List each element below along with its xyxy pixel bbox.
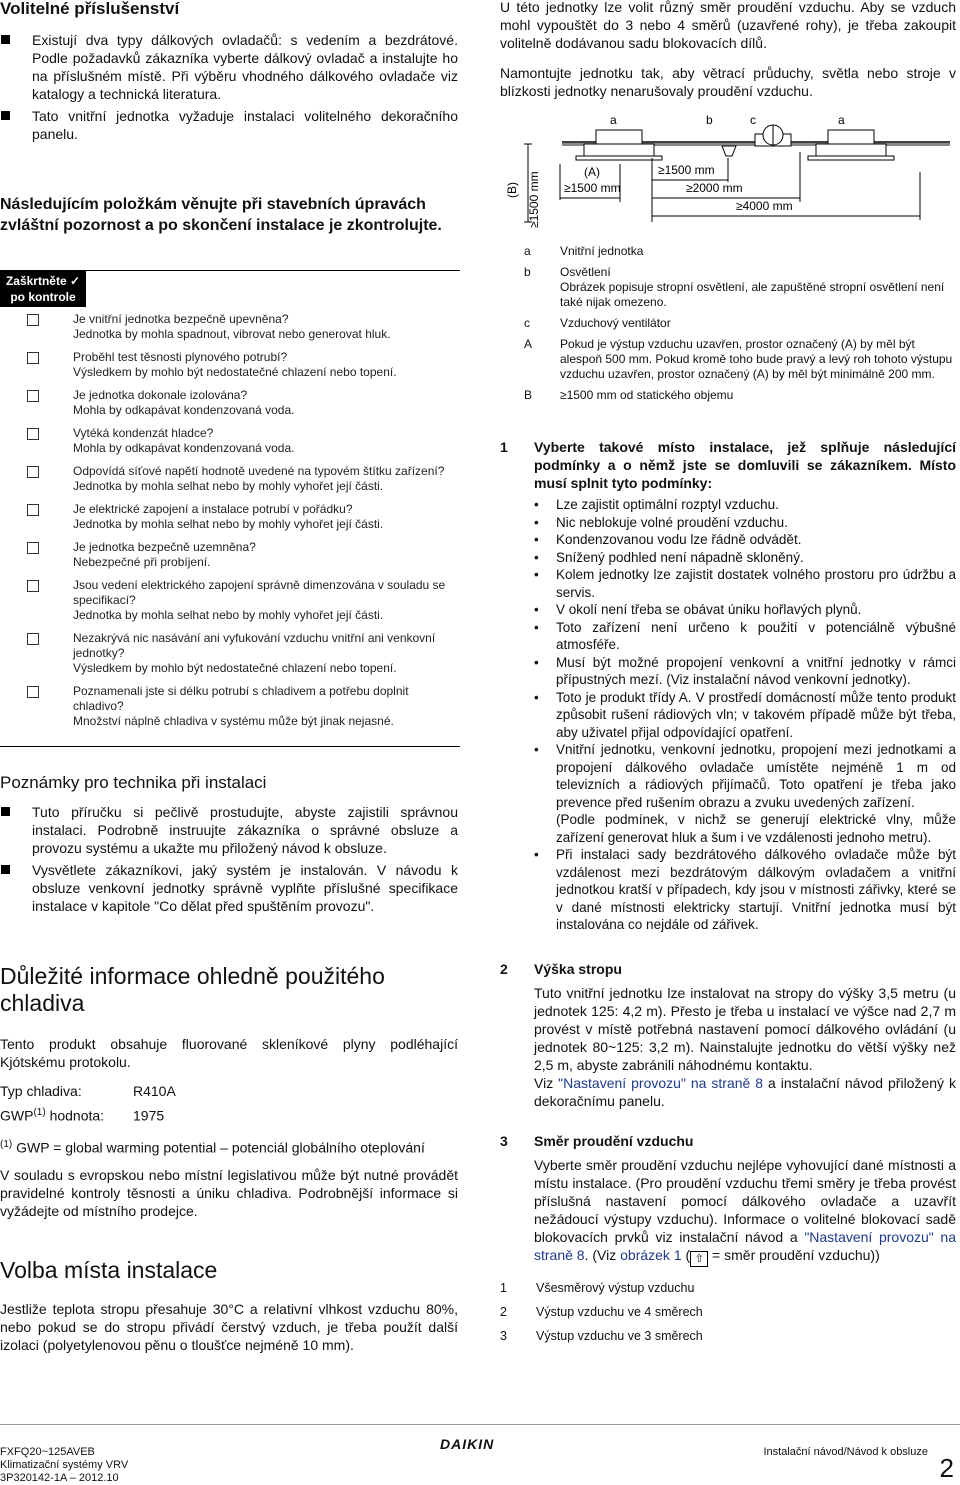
legend-item: B ≥1500 mm od statického objemu (524, 388, 734, 402)
step-2-title: Výška stropu (534, 961, 622, 977)
tech-notes-list (0, 803, 458, 919)
attention-heading: Následujícím položkám věnujte při stavebních úpravách zvláštní pozornost a po skončení instalace je zkontrolujte. (0, 196, 442, 234)
accessories-list (0, 31, 458, 147)
checklist-header: Zaškrtněte ✓ po kontrole (0, 270, 86, 306)
refrigerant-note: V souladu s evropskou nebo místní legislativou může být nutné provádět pravidelné kontroly těsnosti a úniku chladiva. Podrobnější informace si vyžádejte od místního prodejce. (0, 1167, 458, 1219)
daikin-logo: DAIKIN (440, 1436, 495, 1452)
step-1-conditions (534, 496, 956, 934)
label-a-left: a (610, 113, 617, 127)
checkbox[interactable] (27, 580, 39, 592)
indoor-unit-right (808, 130, 894, 160)
square-bullet-icon (1, 865, 10, 874)
page-number: 2 (939, 1453, 954, 1483)
label-B: (B) (505, 182, 519, 198)
checklist-row: Odpovídá síťové napětí hodnotě uvedené na typovém štítku zařízení? Jednotka by mohla selhat nebo by mohly vyhořet její části. (9, 464, 459, 494)
list-item: • Snížený podhled není nápadně skloněný. (534, 549, 804, 565)
label-a-right: a (838, 113, 845, 127)
label-c: c (750, 113, 756, 127)
checkbox[interactable] (27, 314, 39, 326)
refrigerant-title: Důležité informace ohledně použitého chladiva (0, 963, 385, 1016)
gwp-row: GWP$^{(1)}$ hodnota: 1975 (0, 1107, 165, 1124)
label-A: (A) (584, 165, 600, 179)
dim-2000: ≥2000 mm (686, 181, 743, 195)
dim-1500: ≥1500 mm (658, 163, 715, 177)
footnote: $^{(1)}$ GWP = global warming potential – potenciál globálního oteplování (0, 1139, 425, 1156)
list-item: • Kolem jednotky lze zajistit dostatek volného prostoru pro údržbu a servis. (534, 567, 956, 600)
checklist-rows (9, 312, 459, 737)
step-3: 3 Směr proudění vzduchu Vyberte směr proudění vzduchu nejlépe vyhovující dané místnosti a místu instalace. (Pro proudění vzduchu třemi směry je třeba provést příslušná nastavení pomocí dálkového ovladače a uzavřít nežádoucí výstupy vzduchu). Informace o volitelné blokovací sadě blokovacích prvků viz instalační návod a "Nastavení provozu" na straně 8. (Viz obrázek 1 ( ⇧ = směr proudění vzduchu)) 1 Všesměrový výstup vzduchu 2 Výstup vzduchu ve 4 směrech 3 Výstup vzduchu ve 3 směrech (500, 1133, 956, 1343)
airflow-list (500, 1281, 956, 1344)
intro-paragraph-1: U této jednotky lze volit různý směr proudění vzduchu. Aby se vzduch mohl vypouštět do 3 nebo 4 směrů (uzavřené rohy), je třeba zakoupit volitelně dodávanou sadu blokovacích dílů. (500, 0, 956, 51)
intro-paragraph-2: Namontujte jednotku tak, aby větrací průduchy, světla nebo stroje v blízkosti jednotky nenarušovaly proudění vzduchu. (500, 65, 956, 99)
list-item: Vysvětlete zákazníkovi, jaký systém je instalován. V návodu k obsluze venkovní jednotky správně vyplňte příslušné specifikace instalace v kapitole "Co dělat před spuštěním provozu". (0, 861, 458, 915)
step-1-title: Vyberte takové místo instalace, jež splňuje následující podmínky a o němž jste se domluvili se zákazníkem. Místo musí splnit tyto podmínky: (534, 439, 956, 491)
dim-4000: ≥4000 mm (736, 199, 793, 213)
diagram-legend (524, 244, 954, 409)
step-3-text: Vyberte směr proudění vzduchu nejlépe vyhovující dané místnosti a místu instalace. (Pro proudění vzduchu třemi směry je třeba provést příslušná nastavení pomocí dálkového ovladače a uzavřít nežádoucí výstupy vzduchu). Informace o volitelné blokovací sadě blokovacích prvků viz instalační návod a "Nastavení provozu" na straně 8. (Viz obrázek 1 ( ⇧ = směr proudění vzduchu)) (534, 1157, 956, 1265)
list-item: • Lze zajistit optimální rozptyl vzduchu. (534, 497, 779, 512)
checkbox[interactable] (27, 542, 39, 554)
checkbox[interactable] (27, 466, 39, 478)
tech-notes-title: Poznámky pro technika při instalaci (0, 773, 267, 792)
checkbox[interactable] (27, 686, 39, 698)
figure-link[interactable]: obrázek 1 (620, 1247, 682, 1263)
step-1: 1 Vyberte takové místo instalace, jež splňuje následující podmínky a o němž jste se domluvili se zákazníkem. Místo musí splnit tyto podmínky: • Lze zajistit optimální rozptyl vzduchu. • Nic neblokuje volné proudění vzduchu. • Kondenzovanou vodu lze řádně odvádět. • Snížený podhled není nápadně skloněný. • Kolem jednotky lze zajistit dostatek volného prostoru pro údržbu a servis. • V okolí není třeba se obávat úniku hořlavých plynů. • Toto zařízení není určeno k použití v potenciálně výbušné atmosféře. • Musí být možné propojení venkovní a vnitřní jednotky v rámci přípustných mezí. (Viz instalační návod venkovní jednotky). • Toto je produkt třídy A. V prostředí domácností může tento produkt způsobit rušení rádiových vln; v takovém případě může být třeba, aby uživatel přijal odpovídající opatření. • Vnitřní jednotku, venkovní jednotku, propojení mezi jednotkami a propojení dálkového ovladače umístěte nejméně 1 m od televizních a rádiových přijímačů. Toto opatření je třeba jako prevence před rušením obrazu a zvuku uvedených zařízení. (Podle podmínek, v nichž se generují elektrické vlny, může zařízení generovat hluk a šum i ve vzdálenosti jednoho metru). • Při instalaci sady bezdrátového dálkového ovladače může být vzdálenost mezi bezdrátovým dálkovým ovladačem a vnitřní jednotkou kratší v případech, kdy jsou v místnosti zářivky, které se v dané místnosti elektricky startují. Vnitřní jednotka musí být instalována co nejdále od zářivek. (500, 439, 956, 932)
footer-docnum: 3P320142-1A – 2012.10 (0, 1472, 119, 1484)
label-B-dim: ≥1500 mm (527, 171, 541, 228)
refrigerant-type-row: Typ chladiva: R410A (0, 1083, 176, 1099)
label-A-dim: ≥1500 mm (564, 181, 621, 195)
list-item: • Při instalaci sady bezdrátového dálkového ovladače může být vzdálenost mezi bezdrátovým dálkovým ovladačem a vnitřní jednotkou kratší v případech, kdy jsou v místnosti zářivky, které se v dané místnosti elektricky startují. Vnitřní jednotka musí být instalována co nejdále od zářivek. (534, 847, 956, 932)
list-item: • Toto zařízení není určeno k použití v potenciálně výbušné atmosféře. (534, 619, 956, 652)
settings-link[interactable]: "Nastavení provozu" na straně 8 (534, 1229, 956, 1263)
list-item: • Vnitřní jednotku, venkovní jednotku, propojení mezi jednotkami a propojení dálkového ovladače umístěte nejméně 1 m od televizních a rádiových přijímačů. Toto opatření je třeba jako prevence před rušením obrazu a zvuku uvedených zařízení. (Podle podmínek, v nichž se generují elektrické vlny, může zařízení generovat hluk a šum i ve vzdálenosti jednoho metru). (534, 742, 956, 845)
checklist-row: Jsou vedení elektrického zapojení správně dimenzována v souladu se specifikací? Jednotka by mohla selhat nebo by mohly vyhořet její části. (9, 578, 459, 623)
step-3-title: Směr proudění vzduchu (534, 1133, 694, 1149)
checklist-row: Proběhl test těsnosti plynového potrubí? Výsledkem by mohlo být nedostatečné chlazení nebo topení. (9, 350, 459, 380)
indoor-unit-left (576, 130, 662, 160)
legend-item: c Vzduchový ventilátor (524, 316, 671, 330)
list-item: • V okolí není třeba se obávat úniku hořlavých plynů. (534, 602, 862, 617)
checkbox[interactable] (27, 428, 39, 440)
footer-manual: Instalační návod/Návod k obsluze (763, 1446, 928, 1458)
list-item: • Musí být možné propojení venkovní a vnitřní jednotky v rámci přípustných mezí. (Viz instalační návod venkovní jednotky). (534, 654, 956, 687)
checklist-row: Poznamenali jste si délku potrubí s chladivem a potřebu doplnit chladivo? Množství náplně chladiva v systému může být jinak nejasné. (9, 684, 459, 729)
checklist-bottom-rule (0, 746, 460, 747)
checklist-row: Je elektrické zapojení a instalace potrubí v pořádku? Jednotka by mohla selhat nebo by mohly vyhořet její části. (9, 502, 459, 532)
footer-left (0, 1446, 128, 1485)
step-2: 2 Výška stropu Tuto vnitřní jednotku lze instalovat na stropy do výšky 3,5 metru (u jednotek 125: 4,2 m). Přesto je třeba u instalací ve výšce nad 2,7 m provést v místě potřebná nastavení pomocí dálkového ovládání (u jednotek 80~125: 3,2 m). Nainstalujte jednotku do větší výšky než 2,5 m, abyste zabránili náhodnému kontaktu. Viz "Nastavení provozu" na straně 8 a instalační návod přiložený k dekoračnímu panelu. (500, 961, 956, 1109)
ventilation-fan (755, 125, 791, 146)
square-bullet-icon (1, 807, 10, 816)
footer-rule (0, 1424, 960, 1425)
location-text: Jestliže teplota stropu přesahuje 30°C a relativní vlhkost vzduchu 80%, nebo pokud se do stropu přivádí čerstvý vzduch, je třeba použít další izolaci (polyetylenovou pěnu o tloušťce nejméně 10 mm). (0, 1301, 458, 1353)
checklist-row: Nezakrývá nic nasávání ani vyfukování vzduchu vnitřní ani venkovní jednotky? Výsledkem by mohlo být nedostatečné chlazení nebo topení. (9, 631, 459, 676)
checkbox[interactable] (27, 390, 39, 402)
checklist-row: Je jednotka bezpečně uzemněna? Nebezpečné při probíjení. (9, 540, 459, 570)
list-item: • Kondenzovanou vodu lze řádně odvádět. (534, 532, 802, 547)
clearance-diagram (500, 112, 956, 232)
accessories-title: Volitelné příslušenství (0, 0, 180, 18)
checklist-row: Je vnitřní jednotka bezpečně upevněna? Jednotka by mohla spadnout, vibrovat nebo generovat hluk. (9, 312, 459, 342)
legend-item: a Vnitřní jednotka (524, 244, 644, 258)
list-item: Tato vnitřní jednotka vyžaduje instalaci volitelného dekoračního panelu. (0, 107, 458, 143)
refrigerant-intro: Tento produkt obsahuje fluorované skleníkové plyny podléhající Kjótskému protokolu. (0, 1036, 458, 1070)
checkbox[interactable] (27, 504, 39, 516)
list-item: 2 Výstup vzduchu ve 4 směrech (500, 1305, 703, 1319)
list-item: Tuto příručku si pečlivě prostudujte, abyste zajistili správnou instalaci. Podrobně instruujte zákazníka o správné obsluze a provozu systému a ukažte mu přiložený návod k obsluze. (0, 803, 458, 857)
legend-item: A Pokud je výstup vzduchu uzavřen, prostor označený (A) by měl být alespoň 500 mm. Pokud kromě toho bude pravý a levý roh tohoto výstupu vzduchu uzavřen, prostor označený (A) by měl být minimálně 200 mm. (524, 337, 953, 381)
list-item: 3 Výstup vzduchu ve 3 směrech (500, 1329, 703, 1343)
checklist-row: Je jednotka dokonale izolována? Mohla by odkapávat kondenzovaná voda. (9, 388, 459, 418)
footer-model: FXFQ20~125AVEB (0, 1446, 95, 1458)
checkbox[interactable] (27, 633, 39, 645)
list-item: • Nic neblokuje volné proudění vzduchu. (534, 514, 788, 530)
square-bullet-icon (1, 35, 10, 44)
airflow-direction-icon: ⇧ (690, 1251, 708, 1267)
ceiling-light (722, 146, 736, 156)
checkbox[interactable] (27, 352, 39, 364)
square-bullet-icon (1, 111, 10, 120)
list-item: Existují dva typy dálkových ovladačů: s vedením a bezdrátové. Podle požadavků zákazníka vyberte dálkový ovladač a instalujte ho na příslušném místě. Při výběru vhodného dálkového ovladače viz katalogy a technická literatura. (0, 31, 458, 103)
list-item: • Toto je produkt třídy A. V prostředí domácností může tento produkt způsobit rušení rádiových vln; v takovém případě může být třeba, aby uživatel přijal odpovídající opatření. (534, 689, 956, 740)
footer-series: Klimatizační systémy VRV (0, 1459, 129, 1471)
label-b: b (706, 113, 713, 127)
list-item: 1 Všesměrový výstup vzduchu (500, 1281, 695, 1295)
checklist-row: Vytéká kondenzát hladce? Mohla by odkapávat kondenzovaná voda. (9, 426, 459, 456)
step-2-text: Tuto vnitřní jednotku lze instalovat na stropy do výšky 3,5 metru (u jednotek 125: 4,2 m). Přesto je třeba u instalací ve výšce nad 2,7 m provést v místě potřebná nastavení pomocí dálkového ovládání (u jednotek 80~125: 3,2 m). Nainstalujte jednotku do větší výšky než 2,5 m, abyste zabránili náhodnému kontaktu. Viz "Nastavení provozu" na straně 8 a instalační návod přiložený k dekoračnímu panelu. (534, 985, 956, 1109)
legend-item: b Osvětlení Obrázek popisuje stropní osvětlení, ale zapuštěné stropní osvětlení není také nijak omezeno. (524, 265, 945, 309)
location-title: Volba místa instalace (0, 1257, 218, 1283)
settings-link[interactable]: "Nastavení provozu" na straně 8 (558, 1075, 764, 1091)
